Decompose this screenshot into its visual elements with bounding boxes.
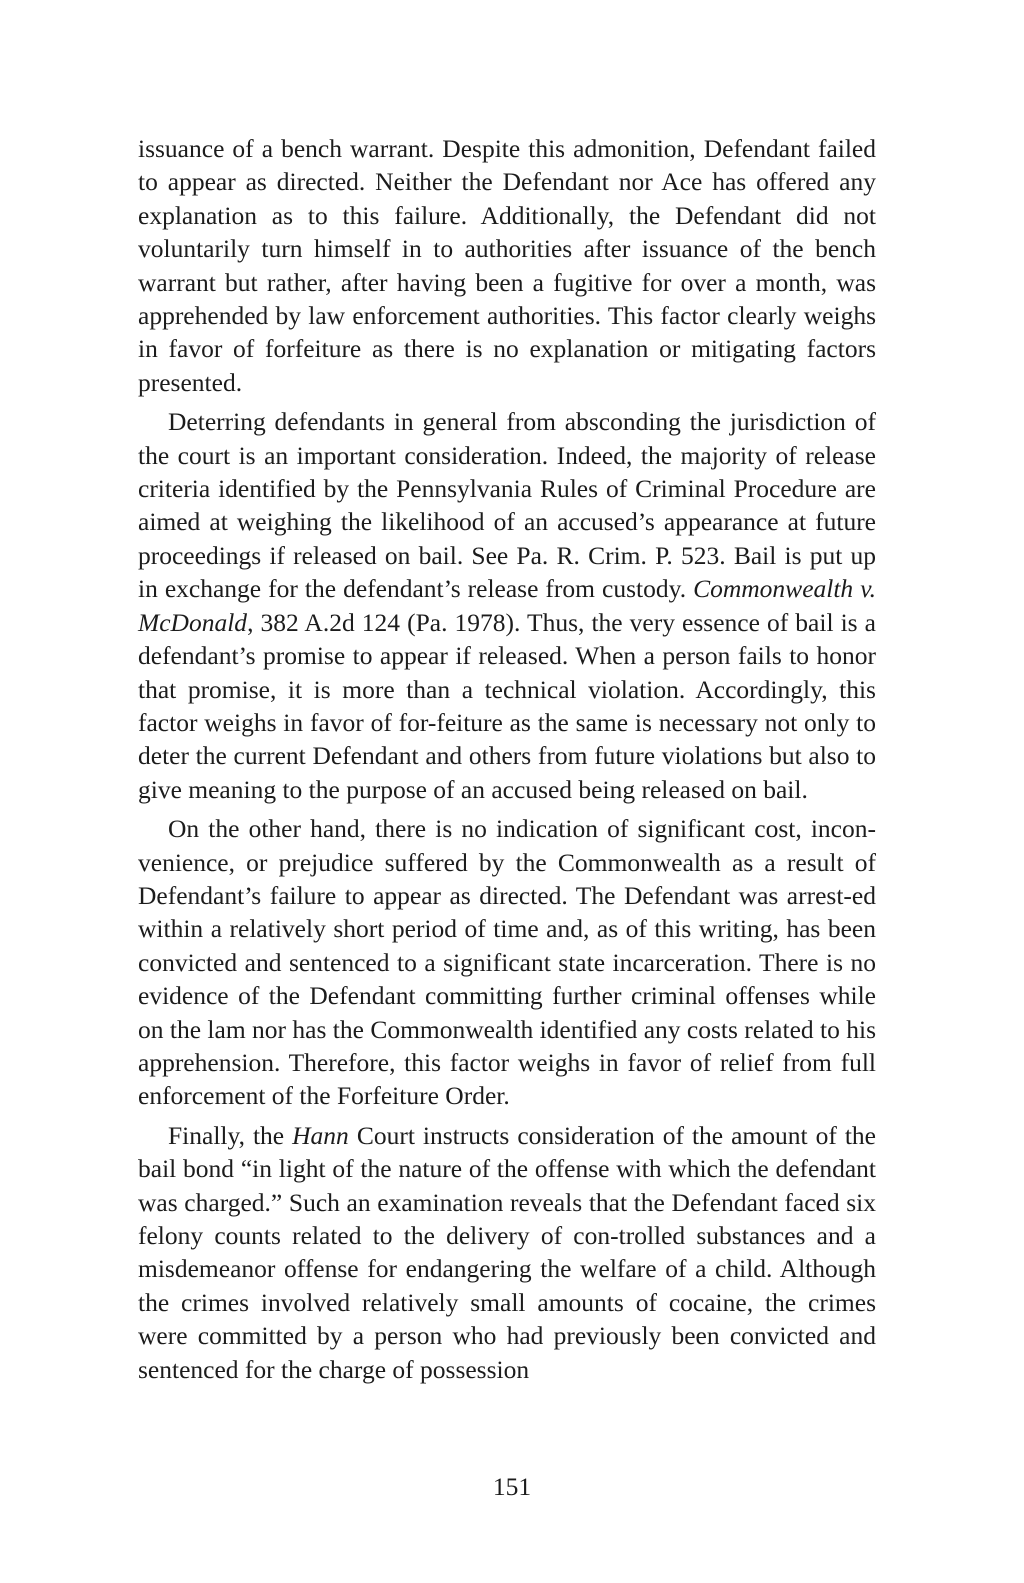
case-citation-mcdonald: Commonwealth v. McDonald xyxy=(138,574,876,637)
paragraph-deterrence-text-end: , 382 A.2d 124 (Pa. 1978). Thus, the very essence of bail is a defendant’s promise to appear if released. When a person fails to honor that promise, it is more than a technical violation. Accordingly, this factor weighs in favor of for-feiture as the same is necessary not only to deter the current Defendant and others from future violations but also to give meaning to the purpose of an accused being released on bail. xyxy=(138,607,876,804)
paragraph-bail-amount xyxy=(138,1119,876,1386)
paragraph-deterrence xyxy=(138,405,876,806)
page-number: 151 xyxy=(492,1472,532,1501)
paragraph-bail-amount-text-start: Finally, the xyxy=(168,1120,293,1150)
case-citation-hann: Hann xyxy=(292,1120,349,1150)
paragraph-prejudice: On the other hand, there is no indication of significant cost, incon-venience, or prejudice suffered by the Commonwealth as a result of Defendant’s failure to appear as directed. The Defendant was arrest-ed within a relatively short period of time and, as of this writing, has been convicted and sentenced to a significant state incarceration. There is no evidence of the Defendant committing further criminal offenses while on the lam nor has the Commonwealth identified any costs related to his apprehension. Therefore, this factor weighs in favor of relief from full enforcement of the Forfeiture Order. xyxy=(138,814,876,1111)
paragraph-deterrence-text-start: Deterring defendants in general from absconding the jurisdiction of the court is an important consideration. Indeed, the majority of release criteria identified by the Pennsylvania Rules of Criminal Procedure are aimed at weighing the likelihood of an accused’s appearance at future proceedings if released on bail. See Pa. R. Crim. P. 523. Bail is put up in exchange for the defendant’s release from custody. xyxy=(138,407,876,604)
paragraph-bail-amount-text-end: Court instructs consideration of the amount of the bail bond “in light of the nature of the offense with which the defendant was charged.” Such an examination reveals that the Defendant faced six felony counts related to the delivery of con-trolled substances and a misdemeanor offense for endangering the welfare of a child. Although the crimes involved relatively small amounts of cocaine, the crimes were committed by a person who had previously been convicted and sentenced for the charge of possession xyxy=(138,1120,876,1384)
document-page xyxy=(138,132,876,1392)
paragraph-bench-warrant: issuance of a bench warrant. Despite this admonition, Defendant failed to appear as directed. Neither the Defendant nor Ace has offered any explanation as to this failure. Additionally, the Defendant did not voluntarily turn himself in to authorities after issuance of the bench warrant but rather, after having been a fugitive for over a month, was apprehended by law enforcement authorities. This factor clearly weighs in favor of forfeiture as there is no explanation or mitigating factors presented. xyxy=(138,134,876,397)
